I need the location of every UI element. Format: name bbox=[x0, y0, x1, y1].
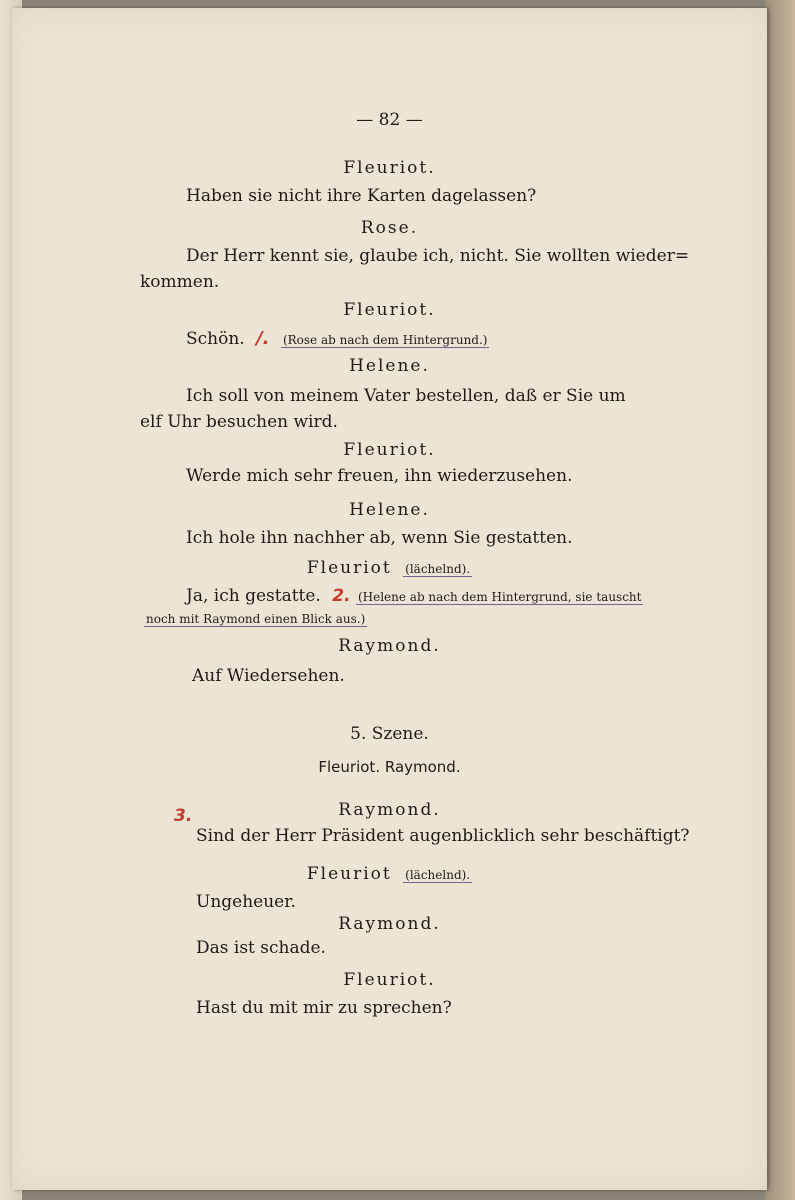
dialogue-text-3: Schön. bbox=[186, 329, 245, 349]
scene-title: 5. Szene. bbox=[350, 724, 429, 744]
dialogue-line-4a: Ich soll von meinem Vater bestellen, daß er Sie um bbox=[186, 386, 626, 406]
speaker-raymond-2: Raymond. bbox=[338, 800, 441, 820]
dialogue-text-7: Ja, ich gestatte. bbox=[186, 586, 321, 606]
speaker-fleuriot-5-row bbox=[12, 864, 767, 884]
dialogue-line-s3: Das ist schade. bbox=[196, 938, 326, 958]
dialogue-line-s2: Ungeheuer. bbox=[196, 892, 296, 912]
dialogue-line-7 bbox=[186, 586, 643, 606]
dialogue-line-s4: Hast du mit mir zu sprechen? bbox=[196, 998, 452, 1018]
speaker-fleuriot-6: Fleuriot. bbox=[343, 970, 436, 990]
stage-direction-7b: (Helene ab nach dem Hintergrund, sie tauscht bbox=[357, 590, 642, 604]
annotation-mark-1: /. bbox=[256, 328, 270, 349]
dialogue-line-s1: Sind der Herr Präsident augenblicklich sehr beschäftigt? bbox=[196, 826, 690, 846]
page-number: — 82 — bbox=[356, 110, 423, 130]
speaker-fleuriot-5: Fleuriot bbox=[306, 864, 392, 884]
speaker-rose: Rose. bbox=[360, 218, 419, 238]
stage-direction-7c-row bbox=[144, 608, 367, 628]
speaker-fleuriot-4-row bbox=[12, 558, 767, 578]
speaker-fleuriot-3: Fleuriot. bbox=[343, 440, 436, 460]
stage-direction-7c: noch mit Raymond einen Blick aus.) bbox=[146, 612, 366, 626]
speaker-helene-1: Helene. bbox=[349, 356, 430, 376]
dialogue-line-1: Haben sie nicht ihre Karten dagelassen? bbox=[186, 186, 537, 206]
annotation-mark-3: 3. bbox=[174, 806, 193, 826]
annotation-mark-2: 2. bbox=[332, 586, 351, 606]
dialogue-line-3 bbox=[186, 328, 489, 349]
dialogue-line-2a: Der Herr kennt sie, glaube ich, nicht. Sie wollten wieder= bbox=[186, 246, 690, 266]
speaker-helene-2: Helene. bbox=[349, 500, 430, 520]
backdrop-right-edge bbox=[765, 0, 795, 1200]
speaker-raymond-3: Raymond. bbox=[338, 914, 441, 934]
speaker-fleuriot-4: Fleuriot bbox=[306, 558, 392, 578]
stage-direction-3: (Rose ab nach dem Hintergrund.) bbox=[282, 333, 488, 347]
scene-cast: Fleuriot. Raymond. bbox=[318, 758, 461, 776]
speaker-fleuriot-1: Fleuriot. bbox=[343, 158, 436, 178]
dialogue-line-6: Ich hole ihn nachher ab, wenn Sie gestatten. bbox=[186, 528, 573, 548]
book-page bbox=[12, 8, 767, 1190]
speaker-fleuriot-2: Fleuriot. bbox=[343, 300, 436, 320]
stage-direction-7a: (lächelnd). bbox=[405, 562, 471, 576]
stage-direction-s2: (lächelnd). bbox=[405, 868, 471, 882]
speaker-raymond-1: Raymond. bbox=[338, 636, 441, 656]
dialogue-line-5: Werde mich sehr freuen, ihn wiederzusehen. bbox=[186, 466, 573, 486]
dialogue-line-2b: kommen. bbox=[140, 272, 220, 292]
dialogue-line-4b: elf Uhr besuchen wird. bbox=[140, 412, 338, 432]
dialogue-line-8: Auf Wiedersehen. bbox=[192, 666, 345, 686]
